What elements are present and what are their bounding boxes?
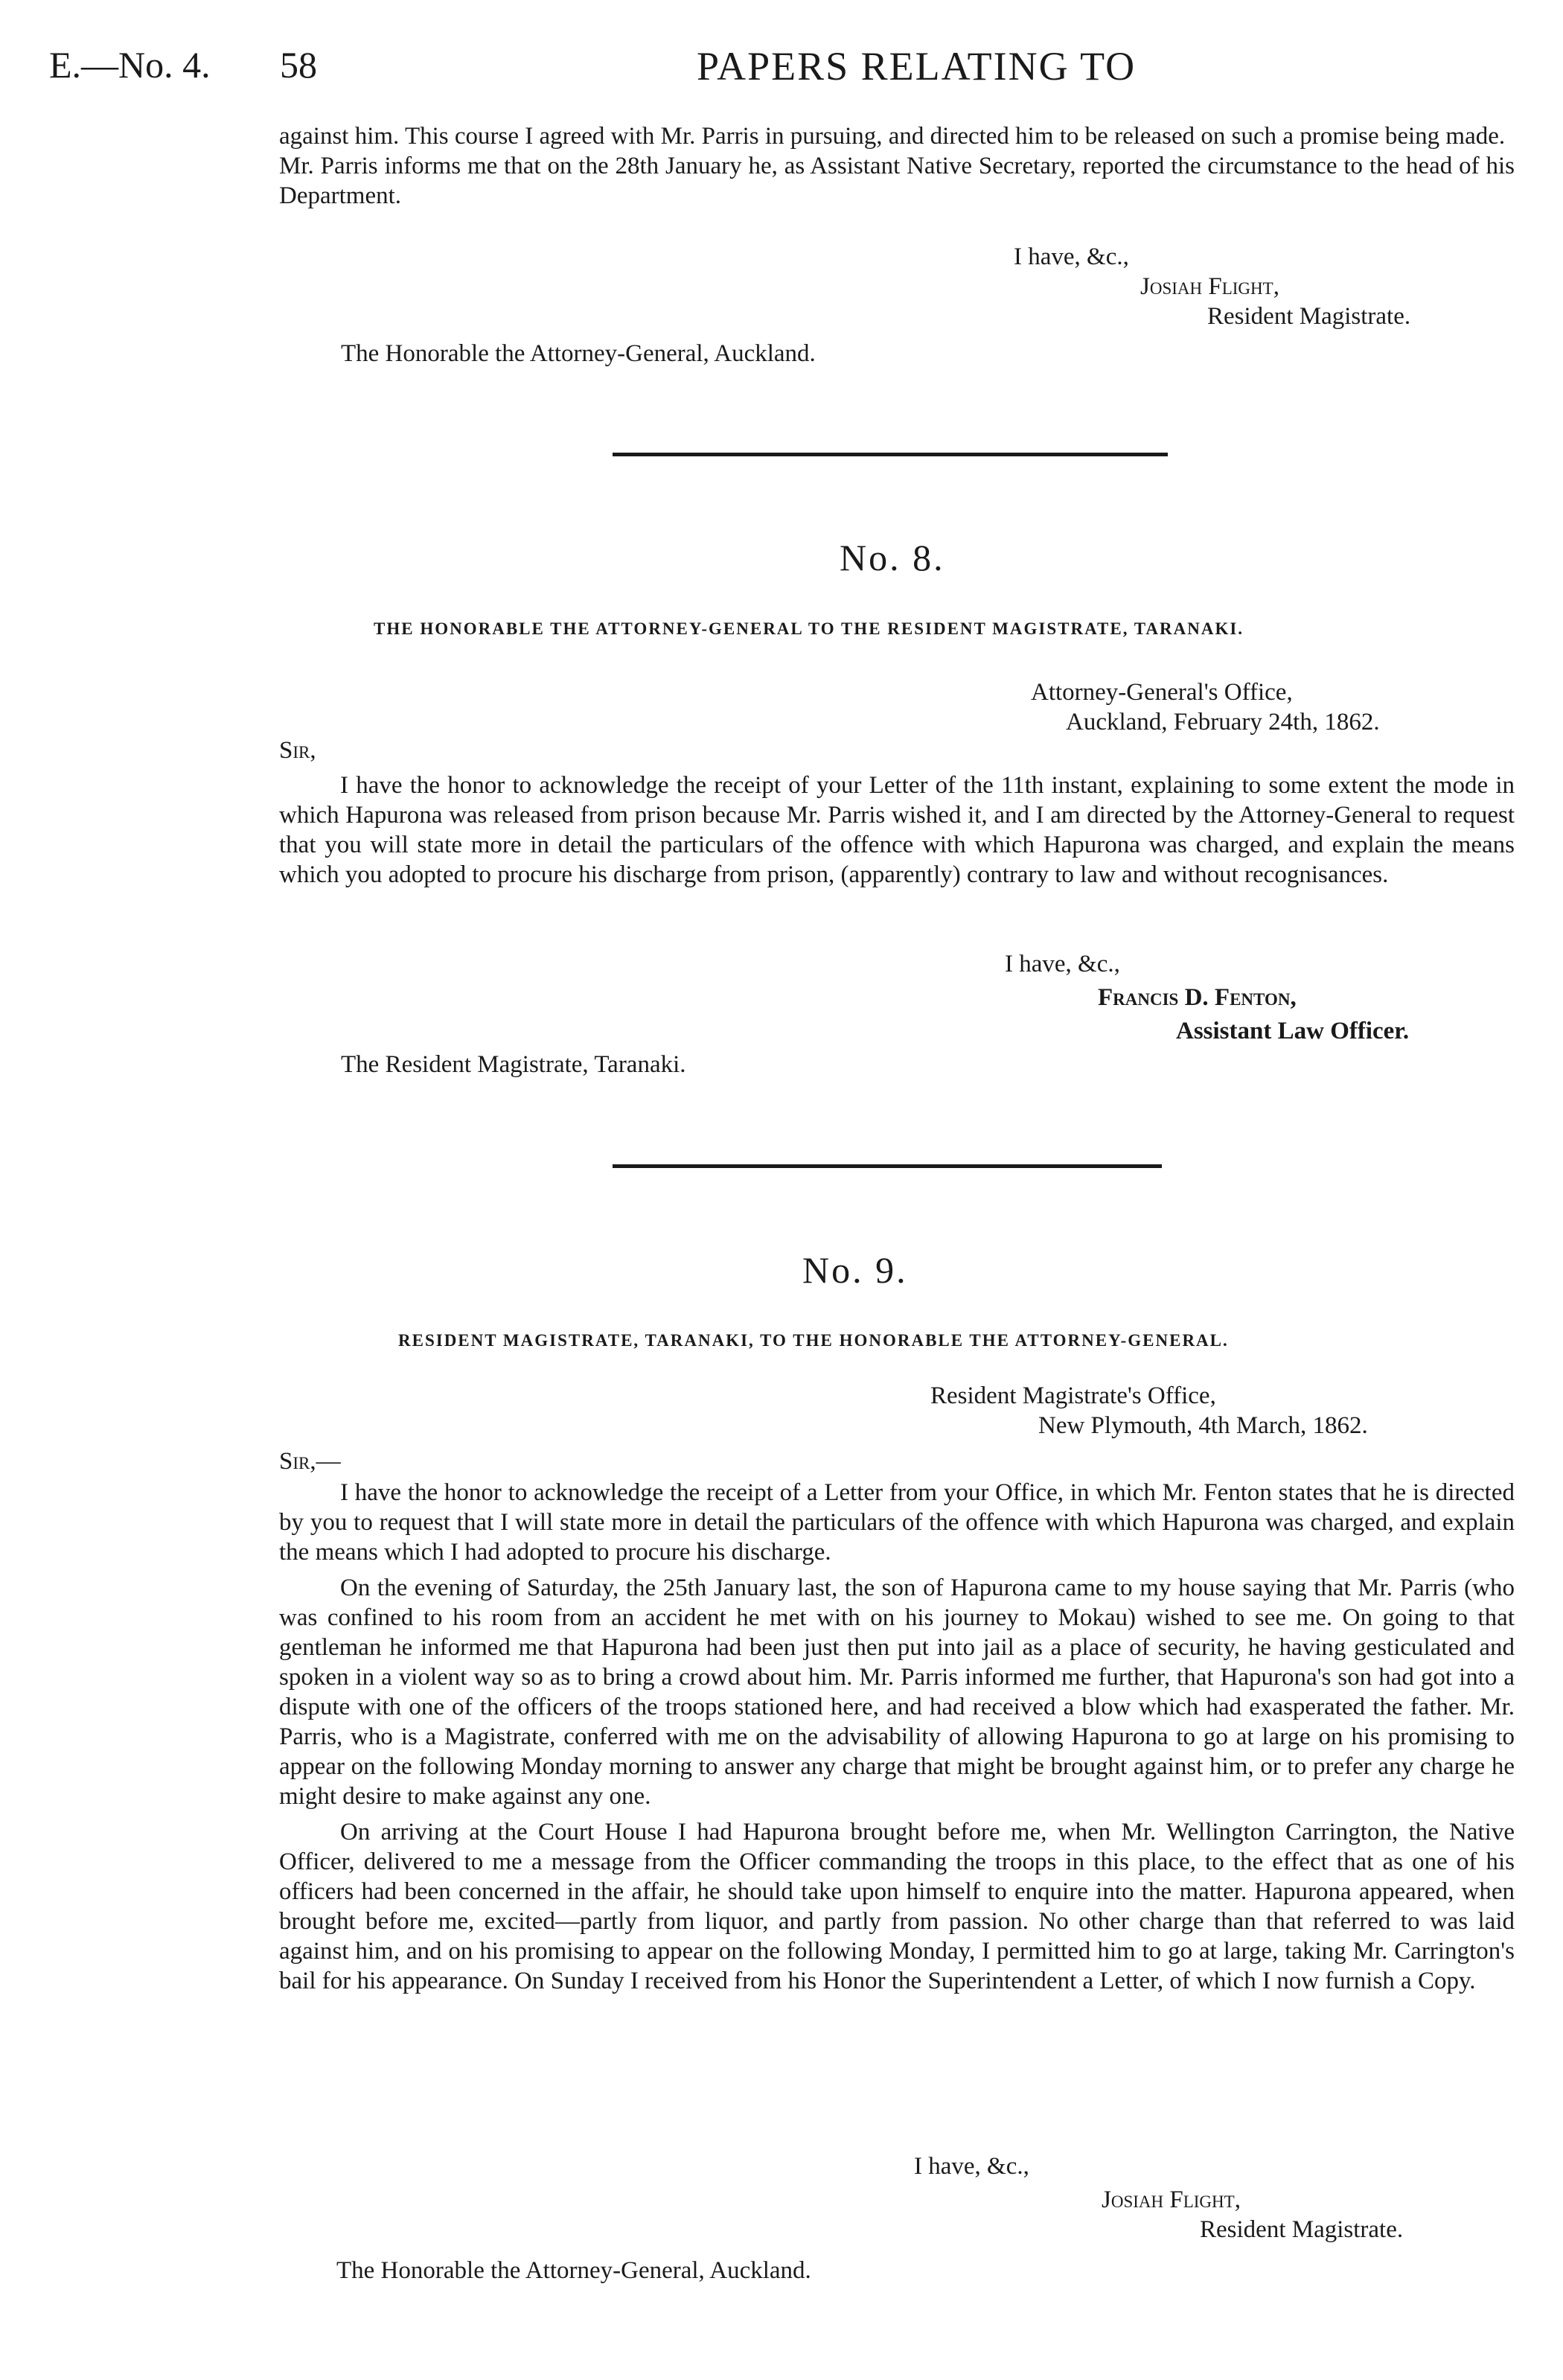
- letter-9-office: Resident Magistrate's Office,: [930, 1382, 1216, 1409]
- letter-8-signatory: Francis D. Fenton,: [1098, 984, 1297, 1011]
- running-title: PAPERS RELATING TO: [697, 44, 1137, 89]
- letter-9-place-date: New Plymouth, 4th March, 1862.: [1038, 1412, 1368, 1439]
- continuation-signatory: Josiah Flight,: [1140, 273, 1279, 300]
- section-divider: [613, 1164, 1162, 1168]
- letter-9-closing: I have, &c.,: [914, 2153, 1029, 2180]
- page-header: [49, 43, 1523, 95]
- letter-8-place-date: Auckland, February 24th, 1862.: [1066, 709, 1380, 736]
- letter-9-number: No. 9.: [802, 1249, 908, 1291]
- letter-9-heading: RESIDENT MAGISTRATE, TARANAKI, TO THE HONORABLE THE ATTORNEY-GENERAL.: [398, 1331, 1229, 1350]
- continuation-body: [279, 121, 1515, 211]
- letter-9-signatory-title: Resident Magistrate.: [1200, 2216, 1404, 2243]
- letter-8-signatory-title: Assistant Law Officer.: [1176, 1018, 1410, 1044]
- letter-8-office: Attorney-General's Office,: [1031, 679, 1293, 706]
- letter-8-number: No. 8.: [840, 537, 945, 578]
- letter-8-body: [279, 771, 1515, 890]
- paper-reference: E.—No. 4.: [49, 44, 211, 86]
- continuation-closing: I have, &c.,: [1014, 243, 1129, 270]
- letter-8-heading: THE HONORABLE THE ATTORNEY-GENERAL TO THE RESIDENT MAGISTRATE, TARANAKI.: [374, 619, 1244, 638]
- letter-9-salutation: Sir,—: [279, 1448, 341, 1475]
- letter-8-paragraph: I have the honor to acknowledge the receipt of your Letter of the 11th instant, explaining to some extent the mode in which Hapurona was released from prison because Mr. Parris wished it, and I am directed by the Attorney-General to request that you will state more in detail the particulars of the offence with which Hapurona was charged, and explain the means which you adopted to procure his discharge from prison, (apparently) contrary to law and without recognisances.: [279, 772, 1515, 888]
- continuation-signatory-title: Resident Magistrate.: [1207, 303, 1411, 330]
- letter-9-paragraph-2: On the evening of Saturday, the 25th January last, the son of Hapurona came to my house saying that Mr. Parris (who was confined to his room from an accident he met with on his journey to Mokau) wished to see me. On going to that gentleman he informed me that Hapurona had been just then put into jail as a place of security, he having gesticulated and spoken in a violent way so as to bring a crowd about him. Mr. Parris informed me further, that Hapurona's son had got into a dispute with one of the officers of the troops stationed here, and had received a blow which had exasperated the father. Mr. Parris, who is a Magistrate, conferred with me on the advisability of allowing Hapurona to go at large on his promising to appear on the following Monday morning to answer any charge that might be brought against him, or to prefer any charge he might desire to make against any one.: [279, 1575, 1515, 1810]
- continuation-paragraph-2: Mr. Parris informs me that on the 28th January he, as Assistant Native Secretary, reported the circumstance to the head of his Department.: [279, 153, 1515, 209]
- letter-9-signatory: Josiah Flight,: [1102, 2186, 1241, 2213]
- letter-9-paragraph-1: I have the honor to acknowledge the receipt of a Letter from your Office, in which Mr. Fenton states that he is directed by you to request that I will state more in detail the particulars of the offence with which Hapurona was charged, and explain the means which I had adopted to procure his discharge.: [279, 1479, 1515, 1566]
- continuation-addressee: The Honorable the Attorney-General, Auckland.: [341, 340, 816, 367]
- letter-9-paragraph-3: On arriving at the Court House I had Hapurona brought before me, when Mr. Wellington Carrington, the Native Officer, delivered to me a message from the Officer commanding the troops in this place, to the effect that as one of his officers had been concerned in the affair, he should take upon himself to enquire into the matter. Hapurona appeared, when brought before me, excited—partly from liquor, and partly from passion. No other charge than that referred to was laid against him, and on his promising to appear on the following Monday, I permitted him to go at large, taking Mr. Carrington's bail for his appearance. On Sunday I received from his Honor the Superintendent a Letter, of which I now furnish a Copy.: [279, 1819, 1515, 1994]
- letter-8-closing: I have, &c.,: [1005, 951, 1120, 977]
- letter-9-addressee: The Honorable the Attorney-General, Auckland.: [336, 2257, 811, 2284]
- letter-8-salutation: Sir,: [279, 737, 316, 764]
- letter-9-body: [279, 1478, 1515, 1996]
- continuation-paragraph-1: against him. This course I agreed with Mr. Parris in pursuing, and directed him to be released on such a promise being made.: [279, 123, 1506, 150]
- letter-8-addressee: The Resident Magistrate, Taranaki.: [341, 1051, 686, 1078]
- page-number: 58: [280, 44, 317, 86]
- section-divider: [613, 453, 1168, 456]
